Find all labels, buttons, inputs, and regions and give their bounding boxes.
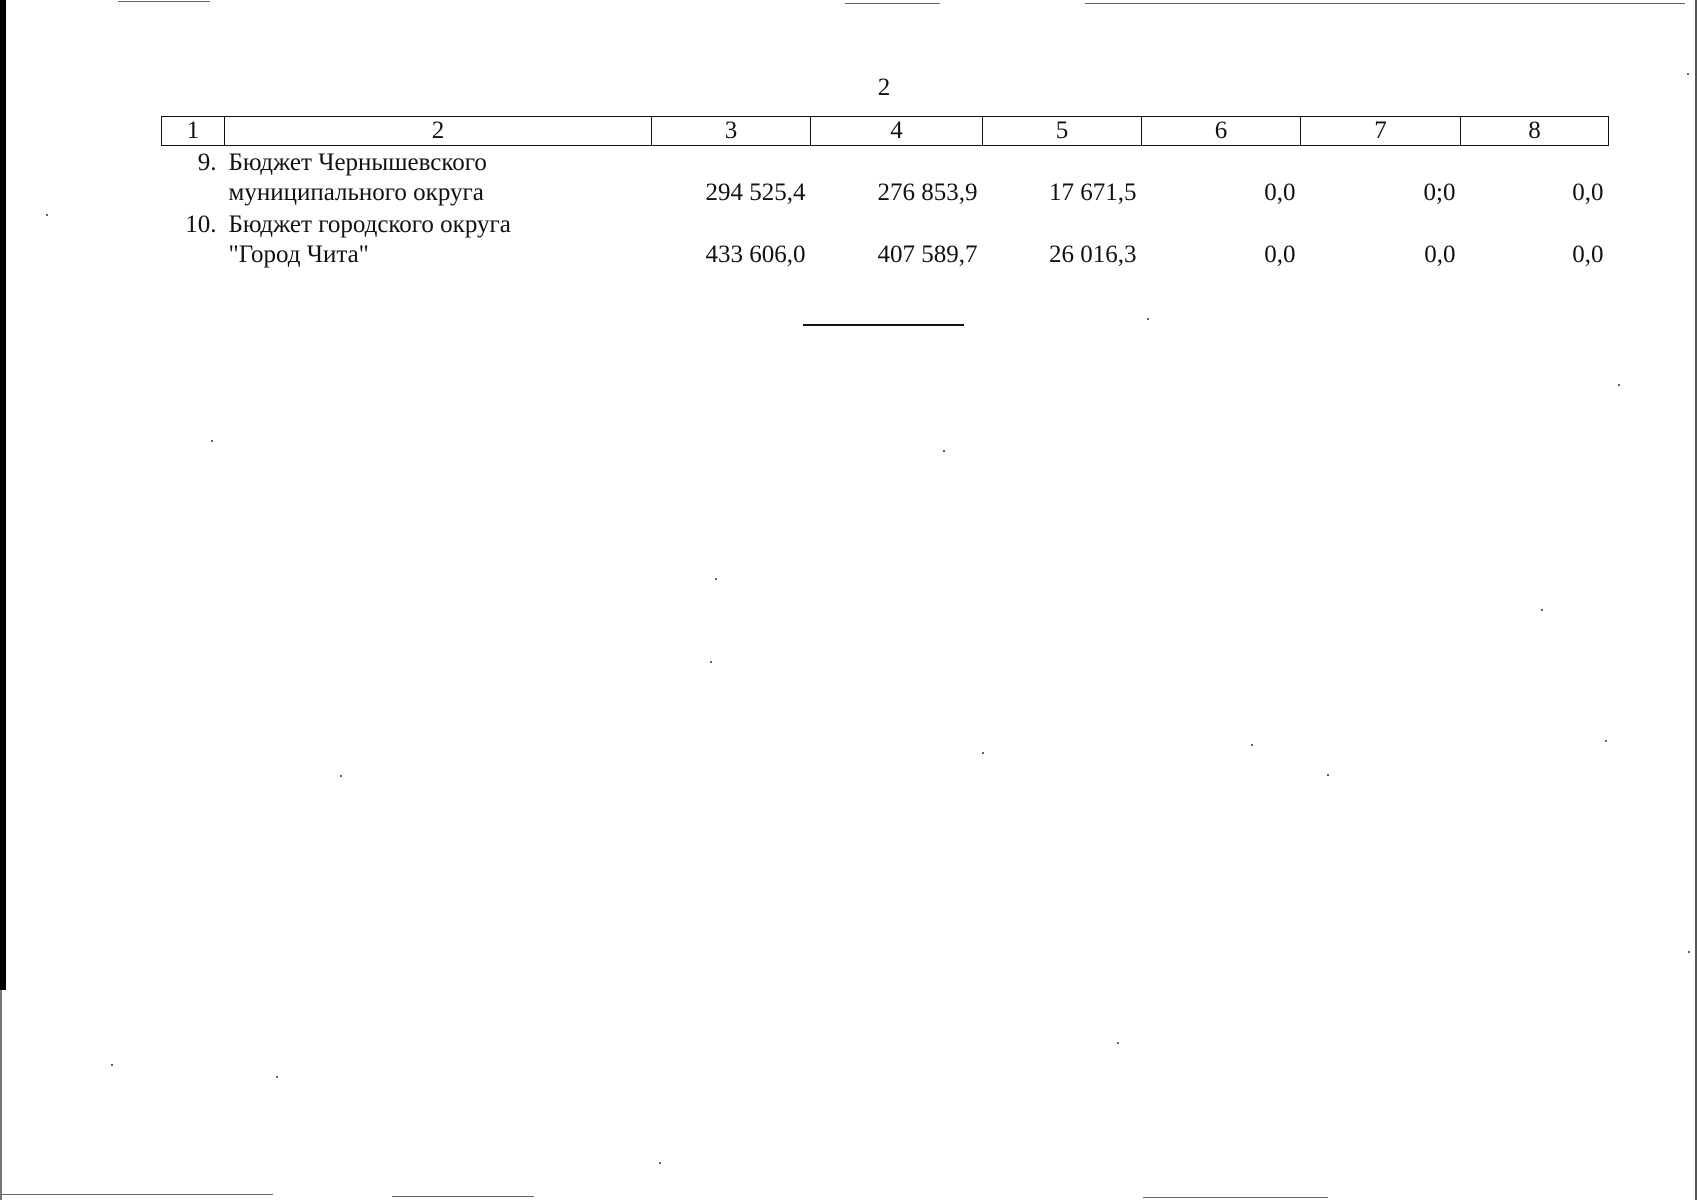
column-number-row <box>162 117 1609 146</box>
scan-speck <box>982 752 984 754</box>
scan-speck <box>46 214 48 216</box>
scan-speck <box>715 578 717 580</box>
value-cell: 0,0 <box>1572 179 1604 206</box>
scan-speck <box>1541 609 1543 611</box>
value-cell: 0;0 <box>1423 179 1456 206</box>
scan-speck <box>1327 774 1329 776</box>
value-cell: 0,0 <box>1424 241 1456 268</box>
scan-line-top-mid <box>845 3 940 4</box>
budget-name <box>225 208 652 270</box>
column-header: 6 <box>1142 117 1301 146</box>
column-header: 2 <box>225 117 652 146</box>
scan-speck <box>1117 1042 1119 1044</box>
scan-speck <box>659 1162 661 1164</box>
budget-name-line: Бюджет Чернышевского <box>228 149 487 176</box>
value-cell: 276 853,9 <box>877 179 978 206</box>
value-cell: 294 525,4 <box>705 179 806 206</box>
row-number: 9. <box>197 149 217 176</box>
budget-name <box>225 146 652 209</box>
scan-speck <box>211 440 213 442</box>
scan-speck <box>1688 951 1690 953</box>
value-cell: 407 589,7 <box>877 241 978 268</box>
scan-speck <box>1605 740 1607 742</box>
table-row <box>162 146 1609 209</box>
column-header: 3 <box>652 117 811 146</box>
scan-speck <box>1251 744 1253 746</box>
scan-edge-right <box>1695 0 1697 1200</box>
column-header: 5 <box>983 117 1142 146</box>
scan-line-bottom-mid <box>392 1196 534 1197</box>
value-cell: 26 016,3 <box>1049 241 1137 268</box>
value-cell: 0,0 <box>1264 179 1296 206</box>
value-cell: 0,0 <box>1572 241 1604 268</box>
scan-speck <box>1147 318 1149 320</box>
value-cell: 17 671,5 <box>1049 179 1137 206</box>
column-header: 1 <box>162 117 225 146</box>
scan-edge-left <box>0 0 6 990</box>
scan-speck <box>1618 384 1620 386</box>
scan-speck <box>340 775 342 777</box>
scan-speck <box>943 450 945 452</box>
scan-edge-left-lower <box>0 990 2 1200</box>
scan-speck <box>276 1076 278 1078</box>
value-cell: 433 606,0 <box>705 241 806 268</box>
scan-speck <box>111 1064 113 1066</box>
scan-speck <box>710 661 712 663</box>
page-number: 2 <box>877 74 891 101</box>
scan-line-top-right <box>1085 3 1685 4</box>
column-header: 4 <box>811 117 983 146</box>
value-cell: 0,0 <box>1264 241 1296 268</box>
budget-name-line: "Город Чита" <box>228 241 369 268</box>
scan-line-bottom-left <box>0 1194 273 1195</box>
row-number: 10. <box>185 211 217 238</box>
scan-line-top-left <box>118 1 210 2</box>
scan-line-bottom-right <box>1143 1197 1328 1198</box>
end-of-table-rule <box>803 324 964 326</box>
budget-name-line: муниципального округа <box>228 179 484 206</box>
column-header: 8 <box>1461 117 1609 146</box>
table-row <box>162 208 1609 270</box>
budget-table <box>161 116 1609 270</box>
scan-speck <box>1687 73 1689 75</box>
column-header: 7 <box>1301 117 1461 146</box>
budget-name-line: Бюджет городского округа <box>228 211 511 238</box>
